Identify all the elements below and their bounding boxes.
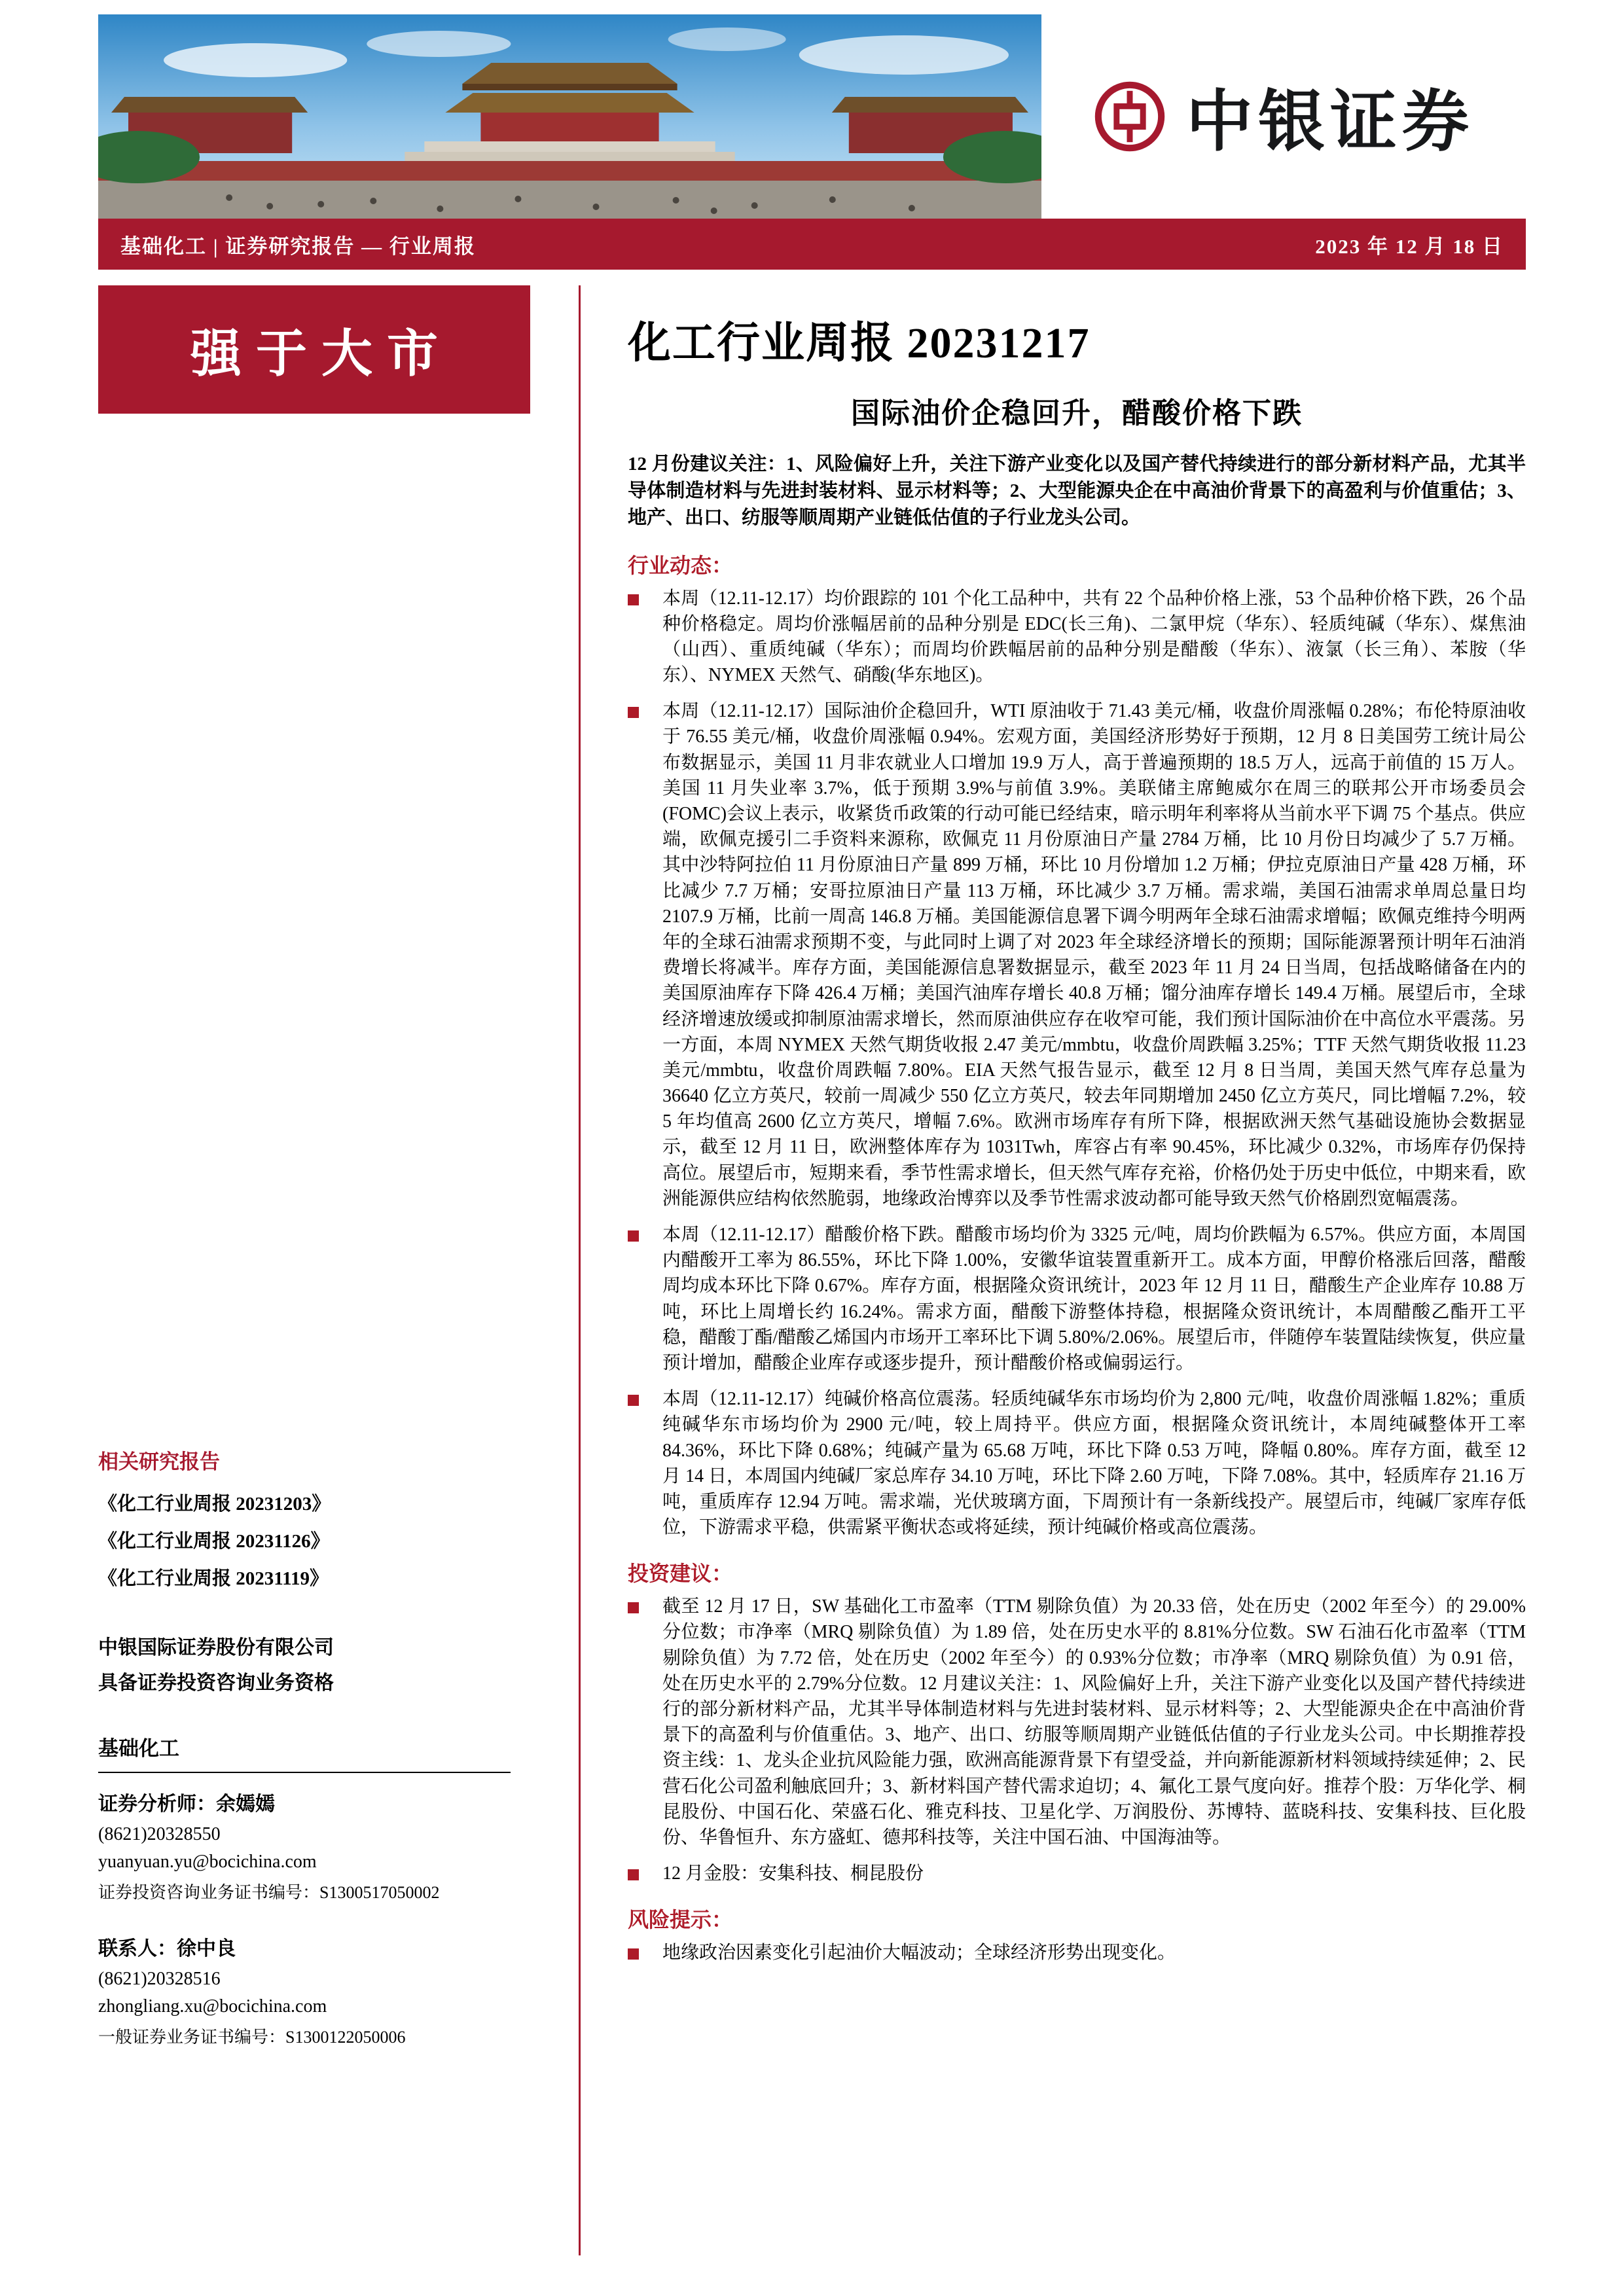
bullet-text: 本周（12.11-12.17）醋酸价格下跌。醋酸市场均价为 3325 元/吨，周均价跌幅为 6.57%。供应方面，本周国内醋酸开工率为 86.55%，环比下降 1.00%，安徽华谊装置重新开工。成本方面，甲醇价格涨后回落，醋酸周均成本环比下降 0.67%。库存方面，根据隆众资讯统计，2023 年 12 月 11 日，醋酸生产企业库存 10.88 万吨，环比上周增长约 16.24%。需求方面，醋酸下游整体持稳，根据隆众资讯统计，本周醋酸乙酯开工平稳，醋酸丁酯/醋酸乙烯国内市场开工率环比下调 5.80%/2.06%。展望后市，伴随停车装置陆续恢复，供应量预计增加，醋酸企业库存或逐步提升，预计醋酸价格或偏弱运行。 xyxy=(662,1225,1526,1373)
industry-label: 基础化工 xyxy=(98,1732,511,1773)
company-qualification: 具备证券投资咨询业务资格 xyxy=(98,1672,334,1694)
related-report-link: 《化工行业周报 20231126》 xyxy=(98,1531,330,1552)
banner xyxy=(98,14,1526,219)
section-heading-risk-warning: 风险提示： xyxy=(628,1908,733,1932)
analyst-phone: (8621)20328550 xyxy=(98,1824,221,1844)
report-intro: 12 月份建议关注：1、风险偏好上升，关注下游产业变化以及国产替代持续进行的部分新材料产品，尤其半导体制造材料与先进封装材料、显示材料等；2、大型能源央企在中高油价背景下的高盈利与价值重估；3、地产、出口、纺服等顺周期产业链低估值的子行业龙头公司。 xyxy=(628,454,1526,529)
bullet-item xyxy=(628,698,1526,1211)
bullet-square-icon xyxy=(628,1948,639,1960)
related-report-link: 《化工行业周报 20231119》 xyxy=(98,1568,329,1589)
bullet-item xyxy=(628,586,1526,689)
brand-name: 中银证券 xyxy=(1186,86,1474,160)
bullet-item xyxy=(628,1861,1526,1886)
contact-email: zhongliang.xu@bocichina.com xyxy=(98,1996,327,2017)
palace-illustration xyxy=(98,14,1041,219)
bullet-text: 地缘政治因素变化引起油价大幅波动；全球经济形势出现变化。 xyxy=(662,1943,1176,1964)
bullet-item xyxy=(628,1940,1526,1965)
contact-phone: (8621)20328516 xyxy=(98,1969,221,1989)
contact-block xyxy=(98,1932,511,2048)
bullet-text: 本周（12.11-12.17）纯碱价格高位震荡。轻质纯碱华东市场均价为 2,800 元/吨，收盘价周涨幅 1.82%；重质纯碱华东市场均价为 2900 元/吨，较上周持平。供应方面，根据隆众资讯统计，本周纯碱整体开工率 84.36%，环比下降 0.68%；纯碱产量为 65.68 万吨，环比下降 0.53 万吨，降幅 0.80%。库存方面，截至 12 月 14 日，本周国内纯碱厂家总库存 34.10 万吨，环比下降 2.60 万吨，下降 7.08%。其中，轻质库存 21.16 万吨，重质库存 12.94 万吨。需求端，光伏玻璃方面，下周预计有一条新线投产。展望后市，纯碱厂家库存低位，下游需求平稳，供需紧平衡状态或将延续，预计纯碱价格或高位震荡。 xyxy=(662,1389,1526,1538)
analyst-block xyxy=(98,1787,511,1903)
bullet-item xyxy=(628,1386,1526,1540)
forbidden-city-photo xyxy=(98,14,1041,219)
left-column xyxy=(98,285,530,2255)
bullet-item xyxy=(628,1594,1526,1850)
bullet-text: 本周（12.11-12.17）国际油价企稳回升，WTI 原油收于 71.43 美元/桶，收盘价周涨幅 0.28%；布伦特原油收于 76.55 美元/桶，收盘价周涨幅 0.94%。宏观方面，美国经济形势好于预期，12 月 8 日美国劳工统计局公布数据显示，美国 11 月非农就业人口增加 19.9 万人，高于普遍预期的 18.5 万人，远高于前值的 15 万人。美国 11 月失业率 3.7%，低于预期 3.9%与前值 3.9%。美联储主席鲍威尔在周三的联邦公开市场委员会(FOMC)会议上表示，收紧货币政策的行动可能已经结束，暗示明年利率将从当前水平下调 75 个基点。供应端，欧佩克援引二手资料来源称，欧佩克 11 月份原油日产量 2784 万桶，比 10 月份日均减少了 5.7 万桶。其中沙特阿拉伯 11 月份原油日产量 899 万桶，环比 10 月份增加 1.2 万桶；伊拉克原油日产量 428 万桶，环比减少 7.7 万桶；安哥拉原油日产量 113 万桶，环比减少 3.7 万桶。需求端，美国石油需求单周总量日均 2107.9 万桶，比前一周高 146.8 万桶。美国能源信息署下调今明两年全球石油需求增幅；欧佩克维持今明两年的全球石油需求预期不变，与此同时上调了对 2023 年全球经济增长的预期；国际能源署预计明年石油消费增长将减半。库存方面，美国能源信息署数据显示，截至 2023 年 11 月 24 日当周，包括战略储备在内的美国原油库存下降 426.4 万桶；美国汽油库存增长 40.8 万桶；馏分油库存增长 149.4 万桶。展望后市，全球经济增速放缓或抑制原油需求增长，然而原油供应存在收窄可能，我们预计国际油价在中高位水平震荡。另一方面，本周 NYMEX 天然气期货收报 2.47 美元/mmbtu，收盘价周跌幅 3.25%；TTF 天然气期货收报 11.23 美元/mmbtu，收盘价周跌幅 7.80%。EIA 天然气报告显示，截至 12 月 8 日当周，美国天然气库存总量为 36640 亿立方英尺，较前一周减少 550 亿立方英尺，较去年同期增加 2450 亿立方英尺，同比增幅 7.2%，较 5 年均值高 2600 亿立方英尺，增幅 7.6%。欧洲市场库存有所下降，根据欧洲天然气基础设施协会数据显示，截至 12 月 11 日，欧洲整体库存为 1031Twh，库容占有率 90.45%，环比减少 0.32%，市场库存仍保持高位。展望后市，短期来看，季节性需求增长，但天然气库存充裕，价格仍处于历史中低位，中期来看，欧洲能源供应结构依然脆弱，地缘政治博弈以及季节性需求波动都可能导致天然气价格剧烈宽幅震荡。 xyxy=(662,701,1526,1209)
rating-badge: 强于大市 xyxy=(98,285,530,414)
report-category: 基础化工 | 证券研究报告 — 行业周报 xyxy=(120,234,476,258)
bullet-text: 本周（12.11-12.17）均价跟踪的 101 个化工品种中，共有 22 个品种价格上涨，53 个品种价格下跌，26 个品种价格稳定。周均价涨幅居前的品种分别是 EDC(长三角)、二氯甲烷（华东）、轻质纯碱（华东）、煤焦油（山西）、重质纯碱（华东）；而周均价跌幅居前的品种分别是醋酸（华东）、液氯（长三角）、苯胺（华东）、NYMEX 天然气、硝酸(华东地区)。 xyxy=(662,588,1526,686)
report-page xyxy=(98,14,1526,2255)
section-heading-investment-advice: 投资建议： xyxy=(628,1562,733,1586)
meta-bar xyxy=(98,219,1526,270)
section-heading-industry-dynamics: 行业动态： xyxy=(628,553,733,577)
analyst-email: yuanyuan.yu@bocichina.com xyxy=(98,1852,317,1872)
bullet-square-icon xyxy=(628,1602,639,1613)
brand-block xyxy=(1041,14,1526,219)
related-report-link: 《化工行业周报 20231203》 xyxy=(98,1494,331,1515)
contact-cert: 一般证券业务证书编号：S1300122050006 xyxy=(98,2028,406,2047)
contact-name: 联系人：徐中良 xyxy=(98,1938,236,1960)
report-subtitle: 国际油价企稳回升，醋酸价格下跌 xyxy=(851,397,1303,429)
related-reports-title: 相关研究报告 xyxy=(98,1450,220,1473)
boc-logo-icon xyxy=(1093,80,1166,153)
company-block xyxy=(98,1631,511,1695)
bullet-item xyxy=(628,1222,1526,1376)
report-title: 化工行业周报 20231217 xyxy=(628,319,1091,367)
bullet-square-icon xyxy=(628,1395,639,1406)
company-name: 中银国际证券股份有限公司 xyxy=(98,1637,334,1659)
bullet-text: 12 月金股：安集科技、桐昆股份 xyxy=(662,1863,924,1884)
bullet-square-icon xyxy=(628,1869,639,1880)
bullet-square-icon xyxy=(628,1230,639,1242)
analyst-cert: 证券投资咨询业务证书编号：S1300517050002 xyxy=(98,1883,440,1902)
bullet-text: 截至 12 月 17 日，SW 基础化工市盈率（TTM 剔除负值）为 20.33 倍，处在历史（2002 年至今）的 29.00%分位数；市净率（MRQ 剔除负值）为 1.89 倍，处在历史水平的 8.81%分位数。SW 石油石化市盈率（TTM 剔除负值）为 7.72 倍，处在历史（2002 年至今）的 0.93%分位数；市净率（MRQ 剔除负值）为 0.91 倍，处在历史水平的 2.79%分位数。12 月建议关注：1、风险偏好上升，关注下游产业变化以及国产替代持续进行的部分新材料产品，尤其半导体制造材料与先进封装材料、显示材料等；2、大型能源央企在中高油价背景下的高盈利与价值重估。3、地产、出口、纺服等顺周期产业链低估值的子行业龙头公司。中长期推荐投资主线：1、龙头企业抗风险能力强，欧洲高能源背景下有望受益，并向新能源新材料领域持续延伸；2、民营石化公司盈利触底回升；3、新材料国产替代需求迫切；4、氟化工景气度向好。推荐个股：万华化学、桐昆股份、中国石化、荣盛石化、雅克科技、卫星化学、万润股份、苏博特、蓝晓科技、安集科技、巨化股份、华鲁恒升、东方盛虹、德邦科技等，关注中国石油、中国海油等。 xyxy=(662,1596,1526,1848)
content xyxy=(98,285,1526,2255)
bullet-square-icon xyxy=(628,707,639,718)
main-column xyxy=(581,285,1526,2255)
sidebar xyxy=(98,1445,530,2048)
analyst-name: 证券分析师：余嫣嫣 xyxy=(98,1793,275,1815)
report-date: 2023 年 12 月 18 日 xyxy=(1315,234,1504,258)
bullet-square-icon xyxy=(628,594,639,605)
